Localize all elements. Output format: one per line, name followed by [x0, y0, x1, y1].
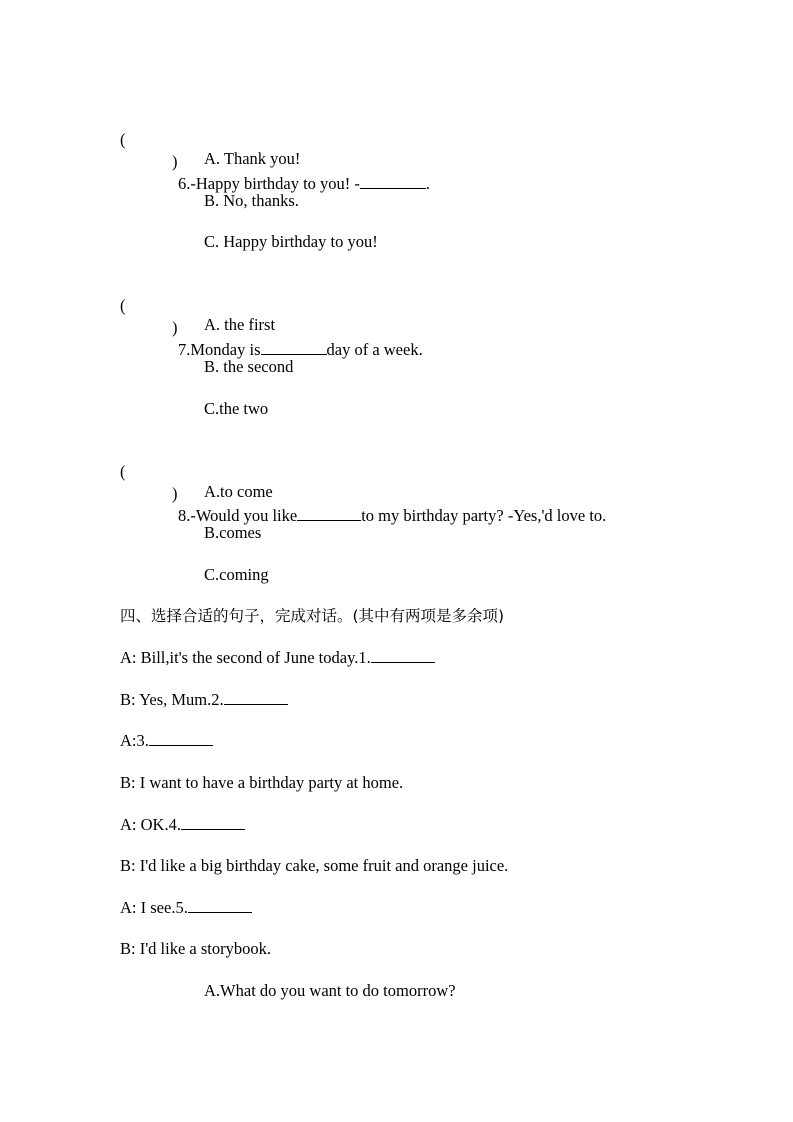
stem-before: 7.Monday is — [178, 340, 261, 359]
option-c: C.the two — [204, 399, 269, 418]
answer-blank[interactable] — [297, 505, 361, 521]
answer-blank[interactable] — [261, 339, 327, 355]
option-a: A. the first — [204, 315, 276, 334]
dialogue-text: B: Yes, Mum.2. — [120, 690, 224, 709]
answer-paren-close: ) — [172, 318, 178, 337]
dialogue-text: B: I'd like a big birthday cake, some fruit and orange juice. — [120, 856, 509, 875]
answer-blank[interactable] — [188, 897, 252, 913]
dialogue-line-5 — [120, 814, 245, 836]
dialogue-text: A: Bill,it's the second of June today.1. — [120, 648, 371, 667]
option-b: B.comes — [204, 523, 262, 542]
answer-blank[interactable] — [360, 173, 426, 189]
answer-paren-open: ( — [120, 462, 126, 481]
section-4-heading: 四、选择合适的句子，完成对话。(其中有两项是多余项) — [120, 607, 505, 625]
dialogue-line-4 — [120, 772, 403, 794]
dialogue-text: B: I'd like a storybook. — [120, 939, 271, 958]
dialogue-text: A: I see.5. — [120, 898, 188, 917]
stem-after: day of a week. — [326, 340, 423, 359]
dialogue-line-8 — [120, 938, 271, 960]
dialogue-line-1 — [120, 647, 435, 669]
stem-before: 8.-Would you like — [178, 506, 298, 525]
dialogue-text: A:3. — [120, 731, 149, 750]
stem-after: . — [425, 174, 431, 193]
answer-blank[interactable] — [224, 689, 288, 705]
dialogue-line-2 — [120, 689, 288, 711]
choice-a: A.What do you want to do tomorrow? — [204, 981, 456, 1000]
option-a: A.to come — [204, 482, 273, 501]
option-a: A. Thank you! — [204, 149, 301, 168]
option-b: B. No, thanks. — [204, 191, 299, 210]
answer-paren-close: ) — [172, 484, 178, 503]
answer-blank[interactable] — [181, 814, 245, 830]
dialogue-line-7 — [120, 897, 252, 919]
option-c: C. Happy birthday to you! — [204, 232, 378, 251]
answer-paren-close: ) — [172, 152, 178, 171]
answer-paren-open: ( — [120, 130, 126, 149]
option-c: C.coming — [204, 565, 269, 584]
stem-after: to my birthday party? -Yes,'d love to. — [361, 506, 607, 525]
answer-paren-open: ( — [120, 296, 126, 315]
dialogue-line-3 — [120, 730, 213, 752]
answer-blank[interactable] — [149, 730, 213, 746]
answer-blank[interactable] — [371, 647, 435, 663]
option-b: B. the second — [204, 357, 294, 376]
dialogue-text: B: I want to have a birthday party at home. — [120, 773, 404, 792]
stem-before: 6.-Happy birthday to you! - — [178, 174, 360, 193]
dialogue-line-6 — [120, 855, 508, 877]
dialogue-text: A: OK.4. — [120, 815, 181, 834]
